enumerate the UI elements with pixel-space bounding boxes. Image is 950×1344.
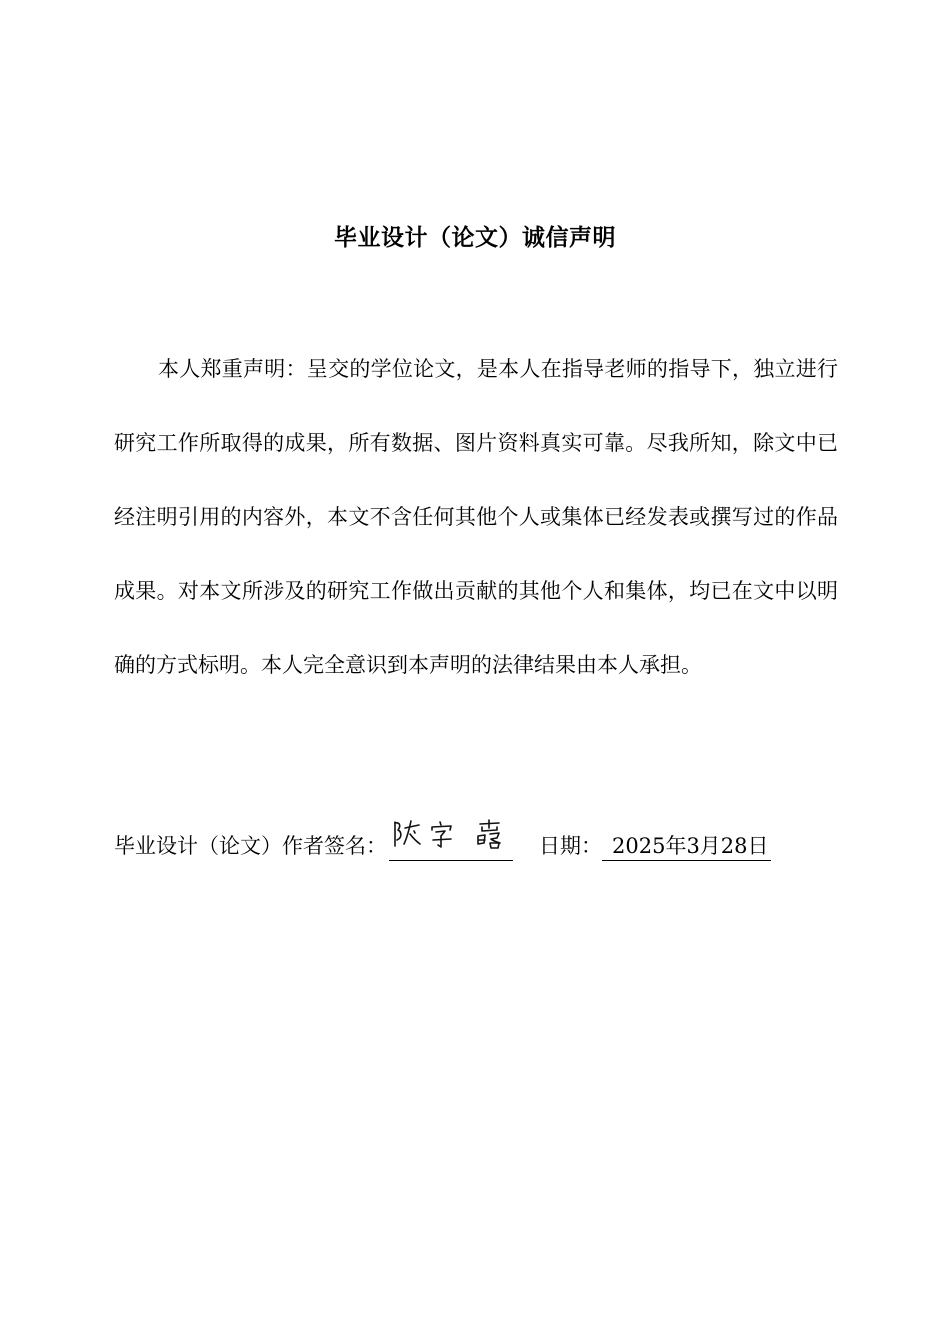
date-value: 2025年3月28日: [602, 826, 771, 861]
declaration-body: [114, 332, 838, 702]
signature-field: [389, 826, 513, 861]
date-label: 日期：: [539, 834, 602, 858]
handwritten-signature: [389, 816, 513, 860]
signature-row: [114, 826, 874, 866]
signature-label: 毕业设计（论文）作者签名：: [114, 834, 387, 858]
page-title: 毕业设计（论文）诚信声明: [334, 225, 616, 251]
declaration-paragraph: 本人郑重声明：呈交的学位论文，是本人在指导老师的指导下，独立进行研究工作所取得的成果，所有数据、图片资料真实可靠。尽我所知，除文中已经注明引用的内容外，本文不含任何其他个人或集体已经发表或撰写过的作品成果。对本文所涉及的研究工作做出贡献的其他个人和集体，均已在文中以明确的方式标明。本人完全意识到本声明的法律结果由本人承担。: [114, 357, 838, 677]
